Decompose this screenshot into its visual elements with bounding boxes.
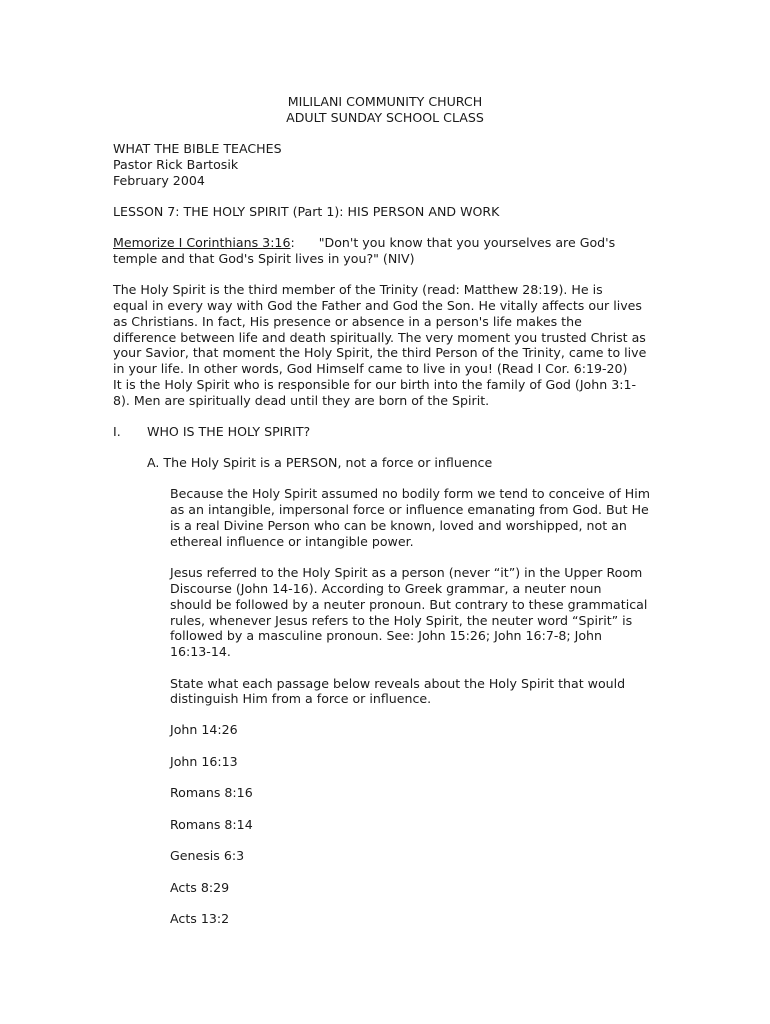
intro-line: in your life. In other words, God Himself came to live in you! (Read I Cor. 6:19-20) [113, 361, 628, 376]
series-title: WHAT THE BIBLE TEACHES [113, 141, 282, 156]
passage-reference: John 16:13 [170, 754, 238, 769]
passage-reference: Romans 8:16 [170, 785, 253, 800]
class-name: ADULT SUNDAY SCHOOL CLASS [286, 110, 484, 125]
church-name: MILILANI COMMUNITY CHURCH [287, 94, 483, 109]
passage-reference: Romans 8:14 [170, 817, 253, 832]
memorize-quote-line-1: "Don't you know that you yourselves are God's [318, 235, 616, 250]
lesson-title: LESSON 7: THE HOLY SPIRIT (Part 1): HIS PERSON AND WORK [113, 204, 500, 219]
passage-reference: Acts 8:29 [170, 880, 230, 895]
passage-reference: Genesis 6:3 [170, 848, 245, 863]
paragraph-line: Jesus referred to the Holy Spirit as a person (never “it”) in the Upper Room [170, 565, 643, 580]
intro-line: difference between life and death spiritually. The very moment you trusted Christ as [113, 330, 646, 345]
memorize-colon: : [290, 235, 295, 250]
intro-line: The Holy Spirit is the third member of the Trinity (read: Matthew 28:19). He is [113, 282, 603, 297]
paragraph-line: followed by a masculine pronoun. See: John 15:26; John 16:7-8; John [170, 628, 603, 643]
intro-line: equal in every way with God the Father and God the Son. He vitally affects our lives [113, 298, 642, 313]
intro-line: It is the Holy Spirit who is responsible for our birth into the family of God (John 3:1- [113, 377, 637, 392]
passage-reference: Acts 13:2 [170, 911, 230, 926]
intro-line: as Christians. In fact, His presence or absence in a person's life makes the [113, 314, 582, 329]
paragraph-line: ethereal influence or intangible power. [170, 534, 414, 549]
paragraph-line: as an intangible, impersonal force or influence emanating from God. But He [170, 502, 649, 517]
intro-line: 8). Men are spiritually dead until they are born of the Spirit. [113, 393, 490, 408]
passage-reference: John 14:26 [170, 722, 238, 737]
author-name: Pastor Rick Bartosik [113, 157, 239, 172]
paragraph-line: 16:13-14. [170, 644, 231, 659]
paragraph-line: should be followed by a neuter pronoun. But contrary to these grammatical [170, 597, 648, 612]
intro-line: your Savior, that moment the Holy Spirit, the third Person of the Trinity, came to live [113, 345, 647, 360]
paragraph-line: distinguish Him from a force or influence. [170, 691, 432, 706]
paragraph-line: is a real Divine Person who can be known, loved and worshipped, not an [170, 518, 627, 533]
paragraph-line: Discourse (John 14-16). According to Greek grammar, a neuter noun [170, 581, 602, 596]
memorize-label: Memorize I Corinthians 3:16 [113, 235, 291, 250]
paragraph-line: State what each passage below reveals about the Holy Spirit that would [170, 676, 626, 691]
subsection-heading: A. The Holy Spirit is a PERSON, not a force or influence [147, 455, 493, 470]
paragraph-line: rules, whenever Jesus refers to the Holy Spirit, the neuter word “Spirit” is [170, 613, 633, 628]
lesson-date: February 2004 [113, 173, 205, 188]
section-numeral: I. [113, 424, 121, 439]
memorize-quote-line-2: temple and that God's Spirit lives in you?" (NIV) [113, 251, 415, 266]
memorize-verse-line-1 [113, 235, 615, 251]
paragraph-line: Because the Holy Spirit assumed no bodily form we tend to conceive of Him [170, 486, 650, 501]
section-heading: WHO IS THE HOLY SPIRIT? [147, 424, 311, 439]
